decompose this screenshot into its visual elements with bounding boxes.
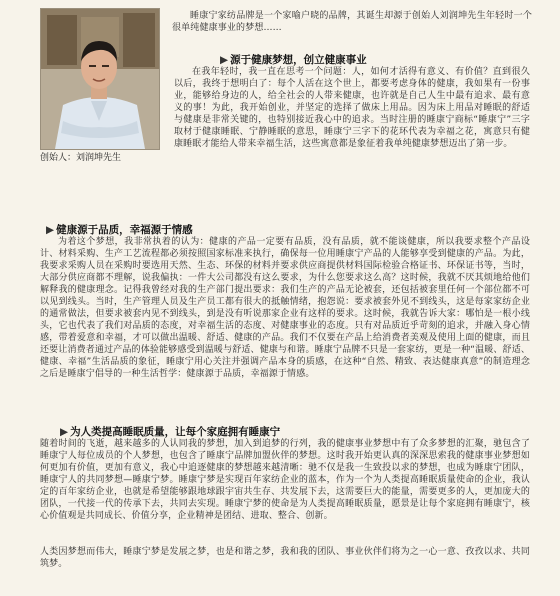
heading-arrow-icon: ▶ bbox=[60, 426, 69, 438]
section2-heading bbox=[46, 222, 193, 237]
section2-paragraph: 为着这个梦想，我非常执着的认为：健康的产品一定要有品质，没有品质，就不能谈健康，所以我要求整个产品设计、材料采购、生产工艺流程都必须按照国家标准来执行，确保每一位用睡康宁产品的人能够享受到健康的产品。为此，我要求采购人员在采购时要选用天然、生态、环保的材料并要求供应商提供材料国际检验合格证书、环保证书等，当时，大部分供应商都不理解，说我偏执：一件大公司都没有这么要求，为什么您要求这么高？这时候，我就不厌其烦地给他们解释我的健康理念。记得我曾经对我的生产部门提出要求：我们生产的产品无论被套，还包括被套里任何一个部位都不可以见到线头。当时，生产管理人员及生产员工都有很大的抵触情绪，抱怨说：要求被套外见不到线头，这是每家家纺企业的通常做法，但要求被套内见不到线头，到是没有听说那家企业有这样的要求。这时候，我就告诉大家：哪怕是一根小线头，它也代表了我们对品质的态度，对幸福生活的态度、对健康事业的态度。只有对品质近乎苛刻的追求，并融入身心情感，带着爱意和幸福，才可以做出温暖、舒适、健康的产品。我们不仅要在产品上给消费者美观及使用上面的健康，而且还要让消费者通过产品的体验能够感受到温暖与舒适、健康与和谐。睡康宁品牌不只是一套家纺，更是一种“温暖、舒适、健康、幸福”生活品质的象征，睡康宁用心关注并强调产品本身的质感，在这种“自然、精致、表达健康真意”的制造理念之后是睡康宁倡导的一种生活哲学：健康源于品质，幸福源于情感。 bbox=[40, 237, 530, 379]
section3-heading-text: 为人类提高睡眠质量，让每个家庭拥有睡康宁 bbox=[70, 426, 281, 438]
intro-paragraph: 睡康宁家纺品牌是一个家喻户晓的品牌，其诞生却源于创始人刘润坤先生年轻时一个很单纯健康事业的梦想…… bbox=[172, 11, 532, 33]
section1-heading bbox=[220, 52, 367, 67]
section3-heading bbox=[60, 424, 280, 439]
photo-caption: 创始人：刘润坤先生 bbox=[40, 153, 122, 163]
section3-closing-paragraph: 人类因梦想而伟大，睡康宁梦是发展之梦，也是和谐之梦，我和我的团队、事业伙伴们将为之一心一意、孜孜以求、共同筑梦。 bbox=[40, 547, 530, 569]
section1-paragraph: 在我年轻时，我一直在思考一个问题：人，如何才活得有意义、有价值？直到很久以后，我终于想明白了：每个人活在这个世上，都要考虑身体的健康，我如果有一份事业，能够给身边的人，给全社会的人带来健康，也许就是自己人生中最有追求、最有意义的事！为此，我开始创业，并坚定的选择了做床上用品。因为床上用品对睡眠的舒适与健康是非常关键的，也特别接近我心中的追求。当时注册的睡康宁商标“睡康宁”三字取材于健康睡眠、宁静睡眠的意思，睡康宁三字下的花环代表为幸福之花，寓意只有健康睡眠才能给人带来幸福生活，这些寓意都是象征着我单纯健康梦想迈出了第一步。 bbox=[174, 67, 530, 149]
heading-arrow-icon: ▶ bbox=[220, 54, 229, 66]
heading-arrow-icon: ▶ bbox=[46, 224, 55, 236]
section3-paragraph: 随着时间的飞逝，越来越多的人认同我的梦想，加入到追梦的行列，我的健康事业梦想中有了众多梦想的汇聚，驰包含了睡康宁人每位成员的个人梦想，也包含了睡康宁品牌加盟伙伴的梦想。这时我开始更认真的深深思索我的健康事业梦想如何更加有价值，更加有意义，我心中追逐健康的梦想越来越清晰：驰不仅是我一生致投以求的梦想，也成为睡康宁团队，睡康宁人的共同梦想—睡康宁梦。睡康宁梦是实现百年家纺企业的蓝本，作为一个为人类提高睡眠质量使命的企业，我认定的百年家纺企业，也就是希望能够跟地球跟宇宙共生存、共发展下去，这需要巨大的能量，需要更多的人，更加庞大的团队，一代接一代的传承下去，共同去实现。睡康宁梦的使命是为人类提高睡眠质量，愿景是让每个家庭拥有睡康宁，核心价值观是共同成长、价值分享，企业精神是团结、进取、整合、创新。 bbox=[40, 439, 530, 521]
founder-portrait-image bbox=[41, 9, 159, 149]
section2-heading-text: 健康源于品质，幸福源于情感 bbox=[56, 224, 193, 236]
founder-photo bbox=[40, 8, 160, 150]
section1-heading-text: 源于健康梦想，创立健康事业 bbox=[230, 54, 367, 66]
